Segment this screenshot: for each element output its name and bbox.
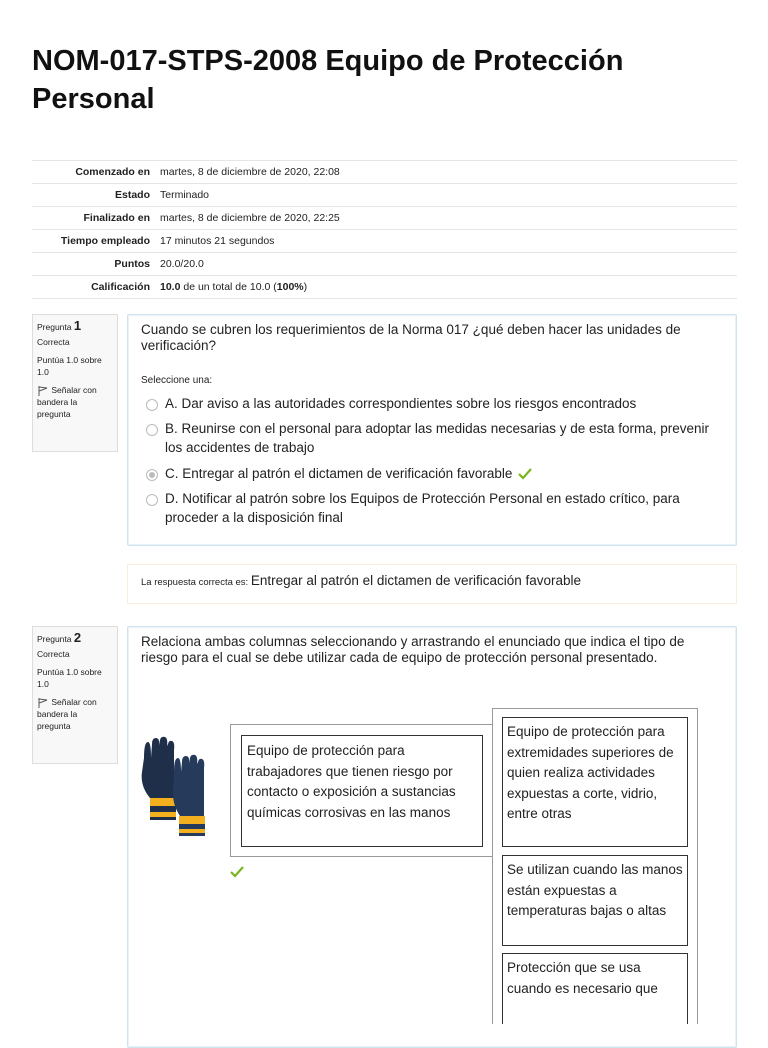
question-text: Cuando se cubren los requerimientos de la Norma 017 ¿qué deben hacer las unidades de verificación? — [141, 322, 681, 353]
summary-row: Calificación 10.0 de un total de 10.0 (100%) — [32, 276, 737, 299]
drag-choice-3[interactable]: Protección que se usa cuando es necesario que — [502, 953, 688, 1024]
flag-icon — [37, 386, 49, 396]
question-text: Relaciona ambas columnas seleccionando y arrastrando el enunciado que indica el tipo de riesgo para el cual se debe utilizar cada de equipo de protección personal presentado. — [141, 634, 685, 665]
question-grade: Puntúa 1.0 sobre 1.0 — [37, 355, 102, 377]
answer-option-b[interactable]: B. Reunirse con el personal para adoptar las medidas necesarias y de esta forma, prevenir los accidentes de trabajo — [146, 419, 716, 457]
drag-choice-2[interactable]: Se utilizan cuando las manos están expuestas a temperaturas bajas o altas — [502, 855, 688, 946]
page-title: NOM-017-STPS-2008 Equipo de Protección Personal — [32, 45, 624, 115]
summary-row: Estado Terminado — [32, 184, 737, 207]
question-state: Correcta — [37, 337, 70, 347]
summary-row: Comenzado en martes, 8 de diciembre de 2020, 22:08 — [32, 161, 737, 184]
radio-button[interactable] — [146, 424, 158, 436]
grade-value: 10.0 de un total de 10.0 (100%) — [155, 276, 737, 299]
question-1-content — [127, 314, 737, 546]
attempt-summary — [32, 160, 737, 299]
drag-choice-1[interactable]: Equipo de protección para extremidades superiores de quien realiza actividades expuestas a corte, vidrio, entre otras — [502, 717, 688, 847]
answer-option-d[interactable]: D. Notificar al patrón sobre los Equipos de Protección Personal en estado crítico, para proceder a la disposición final — [146, 489, 716, 527]
gloves-image — [138, 736, 218, 840]
summary-row: Puntos 20.0/20.0 — [32, 253, 737, 276]
check-icon — [230, 866, 244, 878]
answer-option-c[interactable]: C. Entregar al patrón el dictamen de verificación favorable — [146, 464, 716, 483]
question-number: Pregunta 1 — [37, 318, 82, 333]
answer-option-a[interactable]: A. Dar aviso a las autoridades correspondientes sobre los riesgos encontrados — [146, 394, 716, 413]
summary-row: Tiempo empleado 17 minutos 21 segundos — [32, 230, 737, 253]
question-2-info — [32, 626, 118, 764]
question-state: Correcta — [37, 649, 70, 659]
check-icon — [518, 468, 532, 480]
question-1-info — [32, 314, 118, 452]
flag-question-link[interactable]: Señalar con bandera la pregunta — [37, 697, 97, 731]
flag-question-link[interactable]: Señalar con bandera la pregunta — [37, 385, 97, 419]
summary-row: Finalizado en martes, 8 de diciembre de 2020, 22:25 — [32, 207, 737, 230]
correct-answer-feedback: La respuesta correcta es: Entregar al patrón el dictamen de verificación favorable — [127, 564, 737, 604]
flag-icon — [37, 698, 49, 708]
placed-answer[interactable]: Equipo de protección para trabajadores que tienen riesgo por contacto o exposición a sustancias químicas corrosivas en las manos — [241, 735, 483, 847]
drop-zone[interactable] — [230, 724, 495, 857]
question-number: Pregunta 2 — [37, 630, 82, 645]
question-grade: Puntúa 1.0 sobre 1.0 — [37, 667, 102, 689]
radio-button[interactable] — [146, 399, 158, 411]
answer-prompt: Seleccione una: — [141, 375, 213, 386]
radio-button[interactable] — [146, 494, 158, 506]
radio-button-selected[interactable] — [146, 469, 158, 481]
